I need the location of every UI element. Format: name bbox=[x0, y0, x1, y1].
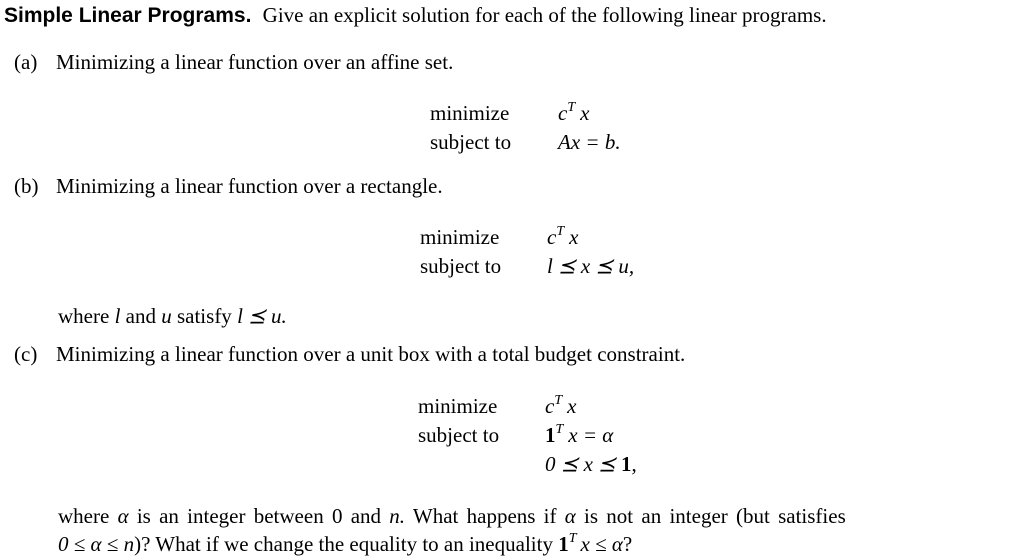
part-c-closing-line-1: where α is an integer between 0 and n. What happens if α is not an integer (but satisfies bbox=[58, 504, 846, 528]
problem-header bbox=[4, 5, 827, 26]
problem-intro: Give an explicit solution for each of the following linear programs. bbox=[262, 3, 827, 27]
part-c-constraint-box: 0 ⪯ x ⪯ 1, bbox=[545, 452, 637, 476]
part-c-subject-keyword: subject to bbox=[418, 423, 500, 447]
part-a-constraint: Ax = b. bbox=[558, 130, 621, 154]
part-a-subject-keyword: subject to bbox=[430, 130, 512, 154]
part-b-note: where l and u satisfy l ⪯ u. bbox=[58, 304, 287, 328]
part-c-minimize-keyword: minimize bbox=[418, 394, 498, 418]
part-b-minimize-keyword: minimize bbox=[420, 225, 500, 249]
part-a-label: (a) bbox=[14, 50, 38, 74]
part-b-constraint: l ⪯ x ⪯ u, bbox=[547, 254, 635, 278]
part-c-constraint-budget: $1^T$ x = α bbox=[545, 422, 614, 447]
part-a-objective: $c^T$ x bbox=[558, 100, 590, 125]
part-b-objective: $c^T$ x bbox=[547, 224, 579, 249]
part-b-heading: Minimizing a linear function over a rectangle. bbox=[56, 174, 443, 198]
part-b-subject-keyword: subject to bbox=[420, 254, 502, 278]
part-c-closing-line-2: 0 ≤ α ≤ n)? What if we change the equality to an inequality $1^T$ x ≤ α? bbox=[58, 531, 633, 556]
part-a-heading: Minimizing a linear function over an affine set. bbox=[56, 50, 454, 74]
part-c-heading: Minimizing a linear function over a unit box with a total budget constraint. bbox=[56, 342, 686, 366]
problem-title: Simple Linear Programs. bbox=[4, 4, 252, 27]
part-c-objective: $c^T$ x bbox=[545, 393, 577, 418]
part-c-label: (c) bbox=[14, 342, 38, 366]
part-a-minimize-keyword: minimize bbox=[430, 101, 510, 125]
part-b-label: (b) bbox=[14, 174, 39, 198]
